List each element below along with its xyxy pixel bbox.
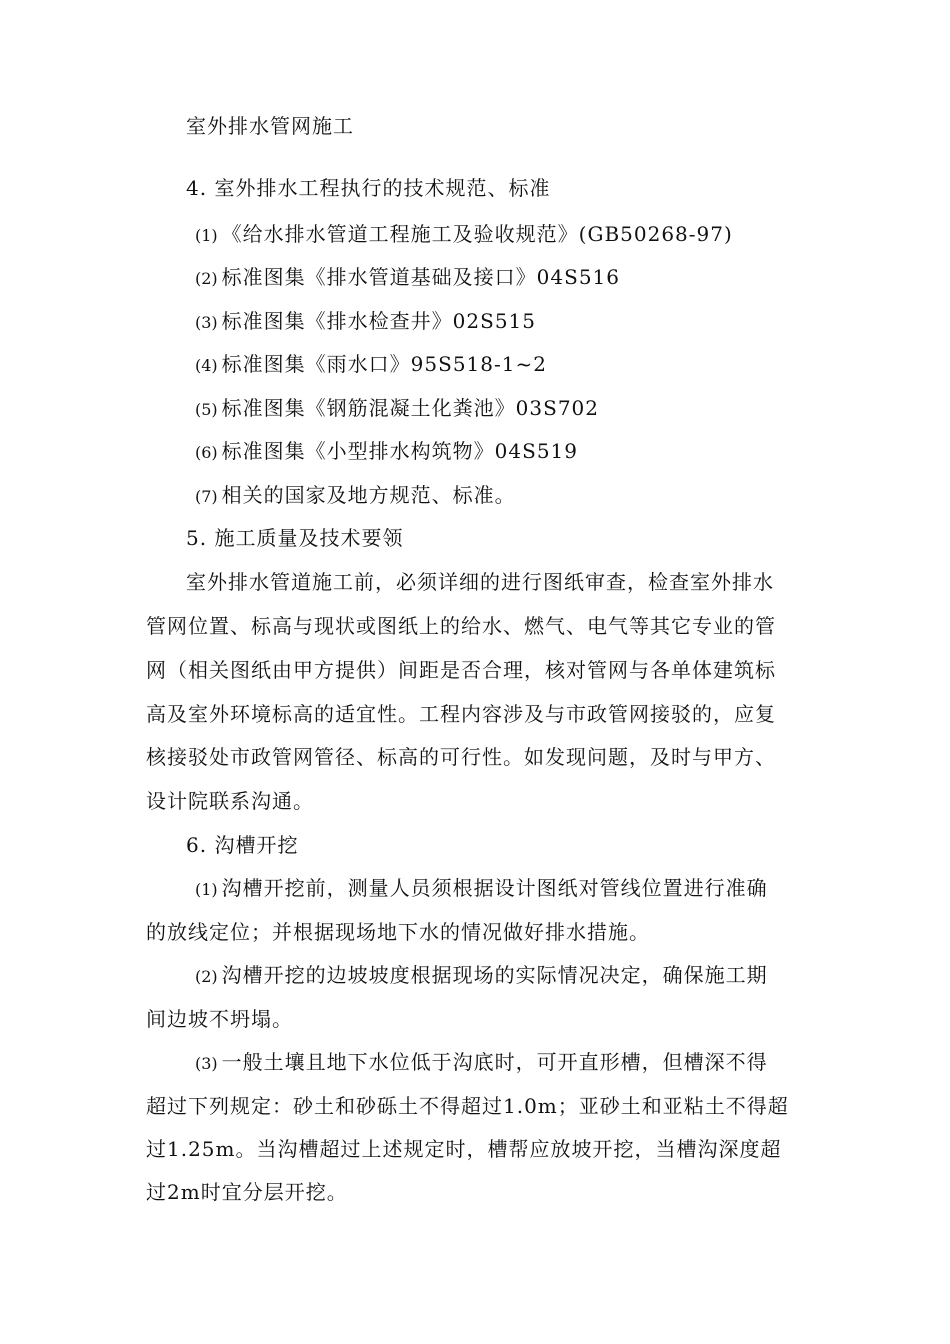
document-title: 室外排水管网施工 — [186, 114, 354, 138]
item-text: 标准图集《小型排水构筑物》04S519 — [221, 439, 578, 463]
paragraph-line: 设计院联系沟通。 — [146, 789, 314, 813]
item-text: 标准图集《雨水口》95S518-1~2 — [221, 352, 547, 376]
item-number: (3) — [195, 313, 218, 332]
item-number: (6) — [195, 443, 218, 462]
section-5-heading: 5. 施工质量及技术要领 — [186, 526, 404, 550]
item-text: 标准图集《钢筋混凝土化粪池》03S702 — [221, 396, 599, 420]
paragraph-line: 过1.25m。当沟槽超过上述规定时，槽帮应放坡开挖，当槽沟深度超 — [146, 1137, 782, 1161]
paragraph-line — [195, 876, 768, 902]
reference-item — [195, 352, 547, 378]
paragraph-line: 超过下列规定：砂土和砂砾土不得超过1.0m；亚砂土和亚粘土不得超 — [146, 1094, 789, 1118]
item-number: (5) — [195, 400, 218, 419]
paragraph-line — [195, 963, 768, 989]
reference-item — [195, 483, 516, 509]
reference-item — [195, 439, 578, 465]
item-number: (1) — [195, 880, 218, 899]
item-number: (3) — [195, 1054, 218, 1073]
reference-item — [195, 265, 620, 291]
item-text: 一般土壤且地下水位低于沟底时，可开直形槽，但槽深不得 — [221, 1050, 768, 1074]
paragraph-line: 核接驳处市政管网管径、标高的可行性。如发现问题，及时与甲方、 — [146, 745, 776, 769]
item-number: (1) — [195, 226, 218, 245]
section-4-heading: 4. 室外排水工程执行的技术规范、标准 — [186, 176, 551, 200]
paragraph-line: 高及室外环境标高的适宜性。工程内容涉及与市政管网接驳的，应复 — [146, 702, 776, 726]
paragraph-line: 过2m时宜分层开挖。 — [146, 1180, 348, 1204]
item-text: 沟槽开挖的边坡坡度根据现场的实际情况决定，确保施工期 — [221, 963, 768, 987]
item-number: (7) — [195, 487, 218, 506]
paragraph-line: 间边坡不坍塌。 — [146, 1007, 293, 1031]
reference-item — [195, 309, 536, 335]
paragraph-line: 室外排水管道施工前，必须详细的进行图纸审查，检查室外排水 — [186, 570, 774, 594]
item-text: 标准图集《排水管道基础及接口》04S516 — [221, 265, 620, 289]
section-6-heading: 6. 沟槽开挖 — [186, 833, 299, 857]
item-text: 沟槽开挖前，测量人员须根据设计图纸对管线位置进行准确 — [221, 876, 768, 900]
paragraph-line: 管网位置、标高与现状或图纸上的给水、燃气、电气等其它专业的管 — [146, 614, 776, 638]
item-text: 标准图集《排水检查井》02S515 — [221, 309, 536, 333]
item-text: 相关的国家及地方规范、标准。 — [221, 483, 516, 507]
paragraph-line: 网（相关图纸由甲方提供）间距是否合理，核对管网与各单体建筑标 — [146, 658, 776, 682]
item-number: (2) — [195, 269, 218, 288]
reference-item — [195, 396, 599, 422]
item-number: (2) — [195, 967, 218, 986]
paragraph-line: 的放线定位；并根据现场地下水的情况做好排水措施。 — [146, 920, 650, 944]
item-text: 《给水排水管道工程施工及验收规范》(GB50268-97) — [221, 222, 733, 246]
paragraph-line — [195, 1050, 768, 1076]
item-number: (4) — [195, 356, 218, 375]
reference-item — [195, 222, 733, 248]
